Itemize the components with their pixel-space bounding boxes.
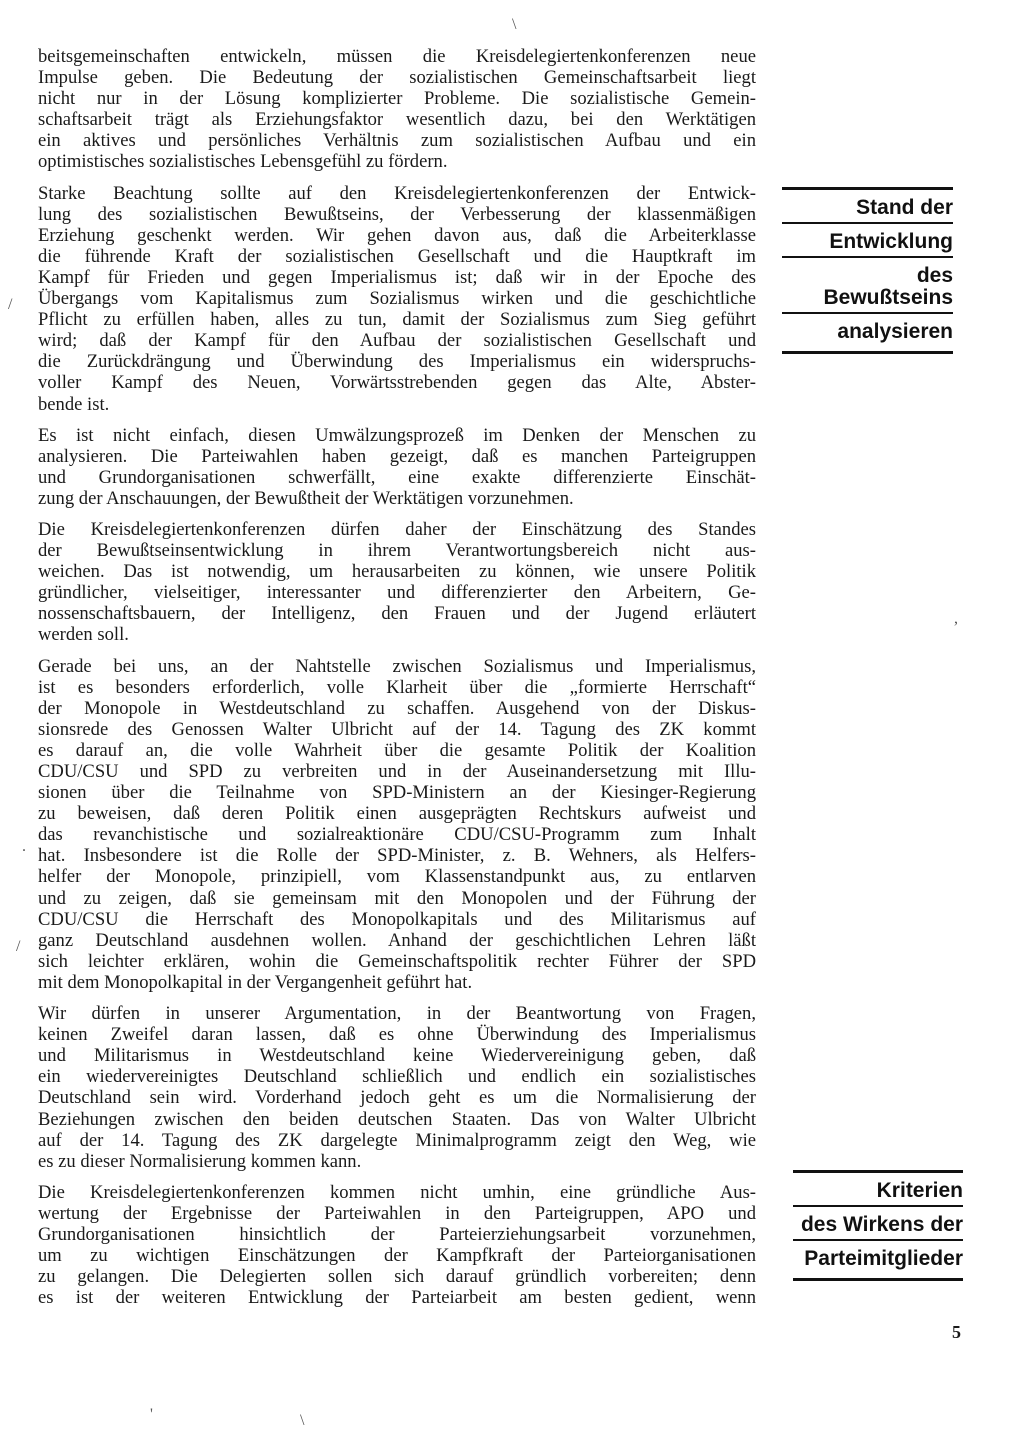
text-line: sich leichter erklären, wohin die Gemeinschaftspolitik rechter Führer der SPD — [38, 950, 756, 972]
text-line: Kampf für Frieden und gegen Imperialismus ist; daß wir in der Epoche des — [38, 266, 756, 288]
text-line: und Grundorganisationen schwerfällt, eine exakte differenzierte Einschät- — [38, 466, 756, 488]
text-line: CDU/CSU und SPD zu verbreiten und in der Auseinandersetzung mit Illu- — [38, 761, 756, 782]
margin-mark: ' — [150, 1406, 153, 1423]
text-line: und zu zeigen, daß sie gemeinsam mit den Monopolen und der Führung der — [38, 887, 756, 909]
text-line: ist es besonders erforderlich, volle Klarheit über die „formierte Herrschaft“ — [38, 676, 756, 698]
text-line: bende ist. — [38, 393, 110, 415]
text-line: keinen Zweifel daran lassen, daß es ohne Überwindung des Imperialismus — [38, 1024, 756, 1046]
margin-heading-stand-der-entwicklung — [782, 187, 953, 354]
text-line: Es ist nicht einfach, diesen Umwälzungsprozeß im Denken der Menschen zu — [38, 424, 756, 446]
text-line: zu beweisen, daß deren Politik einen ausgeprägten Rechtskurs aufweist und — [38, 803, 756, 825]
text-line: ein wiedervereinigtes Deutschland schließlich und endlich ein sozialistisches — [38, 1066, 756, 1088]
margin-mark: , — [954, 610, 958, 627]
text-line: optimistisches sozialistisches Lebensgefühl zu fördern. — [38, 151, 448, 173]
text-line: beitsgemeinschaften entwickeln, müssen die Kreisdelegiertenkonferenzen neue — [38, 46, 756, 67]
text-line: Die Kreisdelegiertenkonferenzen kommen nicht umhin, eine gründliche Aus- — [38, 1181, 756, 1203]
paragraph — [38, 183, 756, 415]
text-line: lung des sozialistischen Bewußtseins, der Verbesserung der klassenmäßigen — [38, 203, 756, 225]
paragraph — [38, 1003, 756, 1172]
paragraph — [38, 1182, 756, 1309]
text-line: gründlicher, vielseitiger, interessanter und differenzierter den Arbeitern, Ge- — [38, 582, 756, 604]
margin-heading-line: des Wirkens der — [793, 1205, 963, 1239]
margin-heading-line: analysieren — [782, 312, 953, 354]
text-line: Starke Beachtung sollte auf den Kreisdelegiertenkonferenzen der Entwick- — [38, 182, 756, 204]
text-line: es zu dieser Normalisierung kommen kann. — [38, 1150, 362, 1172]
margin-heading-line: Entwicklung — [782, 222, 953, 256]
text-line: Gerade bei uns, an der Nahtstelle zwischen Sozialismus und Imperialismus, — [38, 655, 756, 677]
page-number: 5 — [952, 1322, 961, 1342]
text-line: wertung der Ergebnisse der Parteiwahlen in den Parteigruppen, APO und — [38, 1202, 756, 1224]
margin-heading-kriterien — [793, 1170, 963, 1281]
text-line: der Monopole in Westdeutschland zu schaffen. Ausgehend von der Diskus- — [38, 697, 756, 719]
margin-mark: . — [22, 838, 26, 855]
text-line: Grundorganisationen hinsichtlich der Parteierziehungsarbeit vorzunehmen, — [38, 1223, 756, 1245]
text-line: es ist der weiteren Entwicklung der Parteiarbeit am besten gedient, wenn — [38, 1287, 756, 1309]
text-line: sionen über die Teilnahme von SPD-Ministern an der Kiesinger-Regierung — [38, 782, 756, 804]
text-line: helfer der Monopole, prinzipiell, vom Klassenstandpunkt aus, zu entlarven — [38, 866, 756, 888]
text-line: CDU/CSU die Herrschaft des Monopolkapitals und des Militarismus auf — [38, 908, 756, 930]
text-line: Beziehungen zwischen den beiden deutschen Staaten. Das von Walter Ulbricht — [38, 1108, 756, 1130]
text-line: Pflicht zu erfüllen haben, alles zu tun, damit der Sozialismus zum Sieg geführt — [38, 309, 756, 331]
text-line: Wir dürfen in unserer Argumentation, in der Beantwortung von Fragen, — [38, 1003, 756, 1025]
margin-mark: / — [8, 296, 13, 313]
text-line: Impulse geben. Die Bedeutung der sozialistischen Gemeinschaftsarbeit liegt — [38, 67, 756, 89]
text-line: wird; daß der Kampf für den Aufbau der sozialistischen Gesellschaft und — [38, 330, 756, 352]
text-line: nicht nur in der Lösung komplizierter Probleme. Die sozialistische Gemein- — [38, 88, 756, 110]
text-line: analysieren. Die Parteiwahlen haben gezeigt, daß es manchen Parteigruppen — [38, 445, 756, 467]
margin-heading-line: des Bewußtseins — [782, 256, 953, 312]
text-line: die führende Kraft der sozialistischen Gesellschaft und die Hauptkraft im — [38, 245, 756, 267]
text-line: und Militarismus in Westdeutschland keine Wiedervereinigung geben, daß — [38, 1045, 756, 1067]
margin-heading-line: Parteimitglieder — [793, 1239, 963, 1281]
text-line: Die Kreisdelegiertenkonferenzen dürfen daher der Einschätzung des Standes — [38, 518, 756, 540]
paragraph — [38, 656, 756, 994]
paragraph — [38, 519, 756, 646]
text-line: sionsrede des Genossen Walter Ulbricht auf der 14. Tagung des ZK kommt — [38, 718, 756, 740]
paragraph — [38, 425, 756, 509]
text-line: ganz Deutschland ausdehnen wollen. Anhand der geschichtlichen Lehren läßt — [38, 929, 756, 951]
text-line: um zu wichtigen Einschätzungen der Kampfkraft der Parteiorganisationen — [38, 1245, 756, 1267]
margin-mark: / — [16, 938, 21, 955]
margin-heading-line: Stand der — [782, 187, 953, 222]
margin-mark: \ — [512, 16, 517, 33]
text-line: ein aktives und persönliches Verhältnis zum sozialistischen Aufbau und ein — [38, 130, 756, 152]
margin-heading-line: Kriterien — [793, 1170, 963, 1205]
text-line: zung der Anschauungen, der Bewußtheit der Werktätigen vorzunehmen. — [38, 487, 574, 509]
text-line: werden soll. — [38, 624, 129, 646]
text-line: der Bewußtseinsentwicklung in ihrem Verantwortungsbereich nicht aus- — [38, 540, 756, 562]
text-line: nossenschaftsbauern, der Intelligenz, den Frauen und der Jugend erläutert — [38, 603, 756, 625]
text-line: auf der 14. Tagung des ZK dargelegte Minimalprogramm zeigt den Weg, wie — [38, 1129, 756, 1151]
text-line: voller Kampf des Neuen, Vorwärtsstrebenden gegen das Alte, Abster- — [38, 372, 756, 394]
text-line: weichen. Das ist notwendig, um herausarbeiten zu können, wie unsere Politik — [38, 561, 756, 583]
paragraph — [38, 46, 756, 173]
body-text-column — [38, 46, 756, 1318]
margin-mark: \ — [300, 1412, 305, 1429]
text-line: Übergangs vom Kapitalismus zum Sozialismus wirken und die geschichtliche — [38, 288, 756, 310]
text-line: es darauf an, die volle Wahrheit über die gesamte Politik der Koalition — [38, 739, 756, 761]
text-line: das revanchistische und sozialreaktionäre CDU/CSU-Programm zum Inhalt — [38, 824, 756, 846]
text-line: Deutschland sein wird. Vorderhand jedoch geht es um die Normalisierung der — [38, 1087, 756, 1109]
text-line: Erziehung geschenkt werden. Wir gehen davon aus, daß die Arbeiterklasse — [38, 224, 756, 246]
text-line: die Zurückdrängung und Überwindung des Imperialismus ein widerspruchs- — [38, 351, 756, 373]
text-line: mit dem Monopolkapital in der Vergangenheit geführt hat. — [38, 971, 473, 993]
text-line: schaftsarbeit trägt als Erziehungsfaktor wesentlich dazu, bei den Werktätigen — [38, 109, 756, 131]
text-line: zu gelangen. Die Delegierten sollen sich darauf gründlich vorbereiten; denn — [38, 1266, 756, 1288]
text-line: hat. Insbesondere ist die Rolle der SPD-Minister, z. B. Wehners, als Helfers- — [38, 845, 756, 867]
